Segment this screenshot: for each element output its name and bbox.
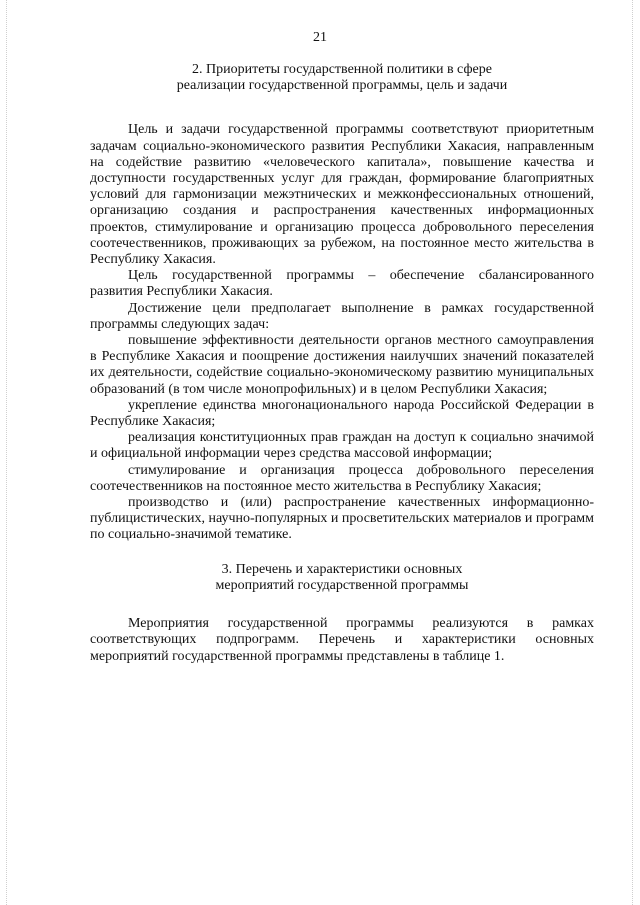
paragraph-achievement: Достижение цели предполагает выполнение в рамках государственной программы следующих задач: bbox=[90, 300, 594, 332]
document-body bbox=[90, 62, 594, 665]
page-number: 21 bbox=[313, 30, 327, 45]
paragraph-activities: Мероприятия государственной программы реализуются в рамках соответствующих подпрограмм. Перечень и характеристики основных мероприятий государственной программы представлены в таблице 1. bbox=[90, 616, 594, 664]
list-item: укрепление единства многонационального народа Российской Федерации в Республике Хакасия; bbox=[90, 397, 594, 430]
scan-edge-left bbox=[6, 0, 8, 905]
list-item: производство и (или) распространение качественных информационно-публицистических, научно-популярных и просветительских материалов и программ по социально-значимой тематике. bbox=[90, 495, 595, 543]
list-item: реализация конституционных прав граждан на доступ к социально значимой и официальной информации через средства массовой информации; bbox=[90, 430, 594, 462]
list-item: повышение эффективности деятельности органов местного самоуправления в Республике Хакасия и поощрение достижения наилучших значений показателей их деятельности, содействие социально-экономическому развитию муниципальных образований (в том числе монопрофильных) и в целом Республики Хакасия; bbox=[90, 333, 594, 397]
paragraph-goal: Цель государственной программы – обеспечение сбалансированного развития Республики Хакасия. bbox=[90, 268, 594, 300]
scan-edge-right bbox=[632, 0, 634, 905]
section-2-heading: 2. Приоритеты государственной политики в сфере реализации государственной программы, цель и задачи bbox=[176, 62, 508, 94]
paragraph-goals-tasks: Цель и задачи государственной программы соответствуют приоритетным задачам социально-экономического развития Республики Хакасия, направленным на содействие развитию «человеческого капитала», повышение качества и доступности государственных услуг для граждан, формирование благоприятных условий для гармонизации межэтнических и межконфессиональных отношений, организацию создания и распространения качественных информационных проектов, стимулирование и организацию процесса добровольного переселения соотечественников, проживающих за рубежом, на постоянное место жительства в Республику Хакасия. bbox=[90, 122, 594, 268]
list-item: стимулирование и организация процесса добровольного переселения соотечественников на постоянное место жительства в Республику Хакасия; bbox=[90, 462, 594, 494]
tasks-list bbox=[90, 333, 594, 544]
section-3-heading: 3. Перечень и характеристики основных мероприятий государственной программы bbox=[215, 561, 469, 593]
